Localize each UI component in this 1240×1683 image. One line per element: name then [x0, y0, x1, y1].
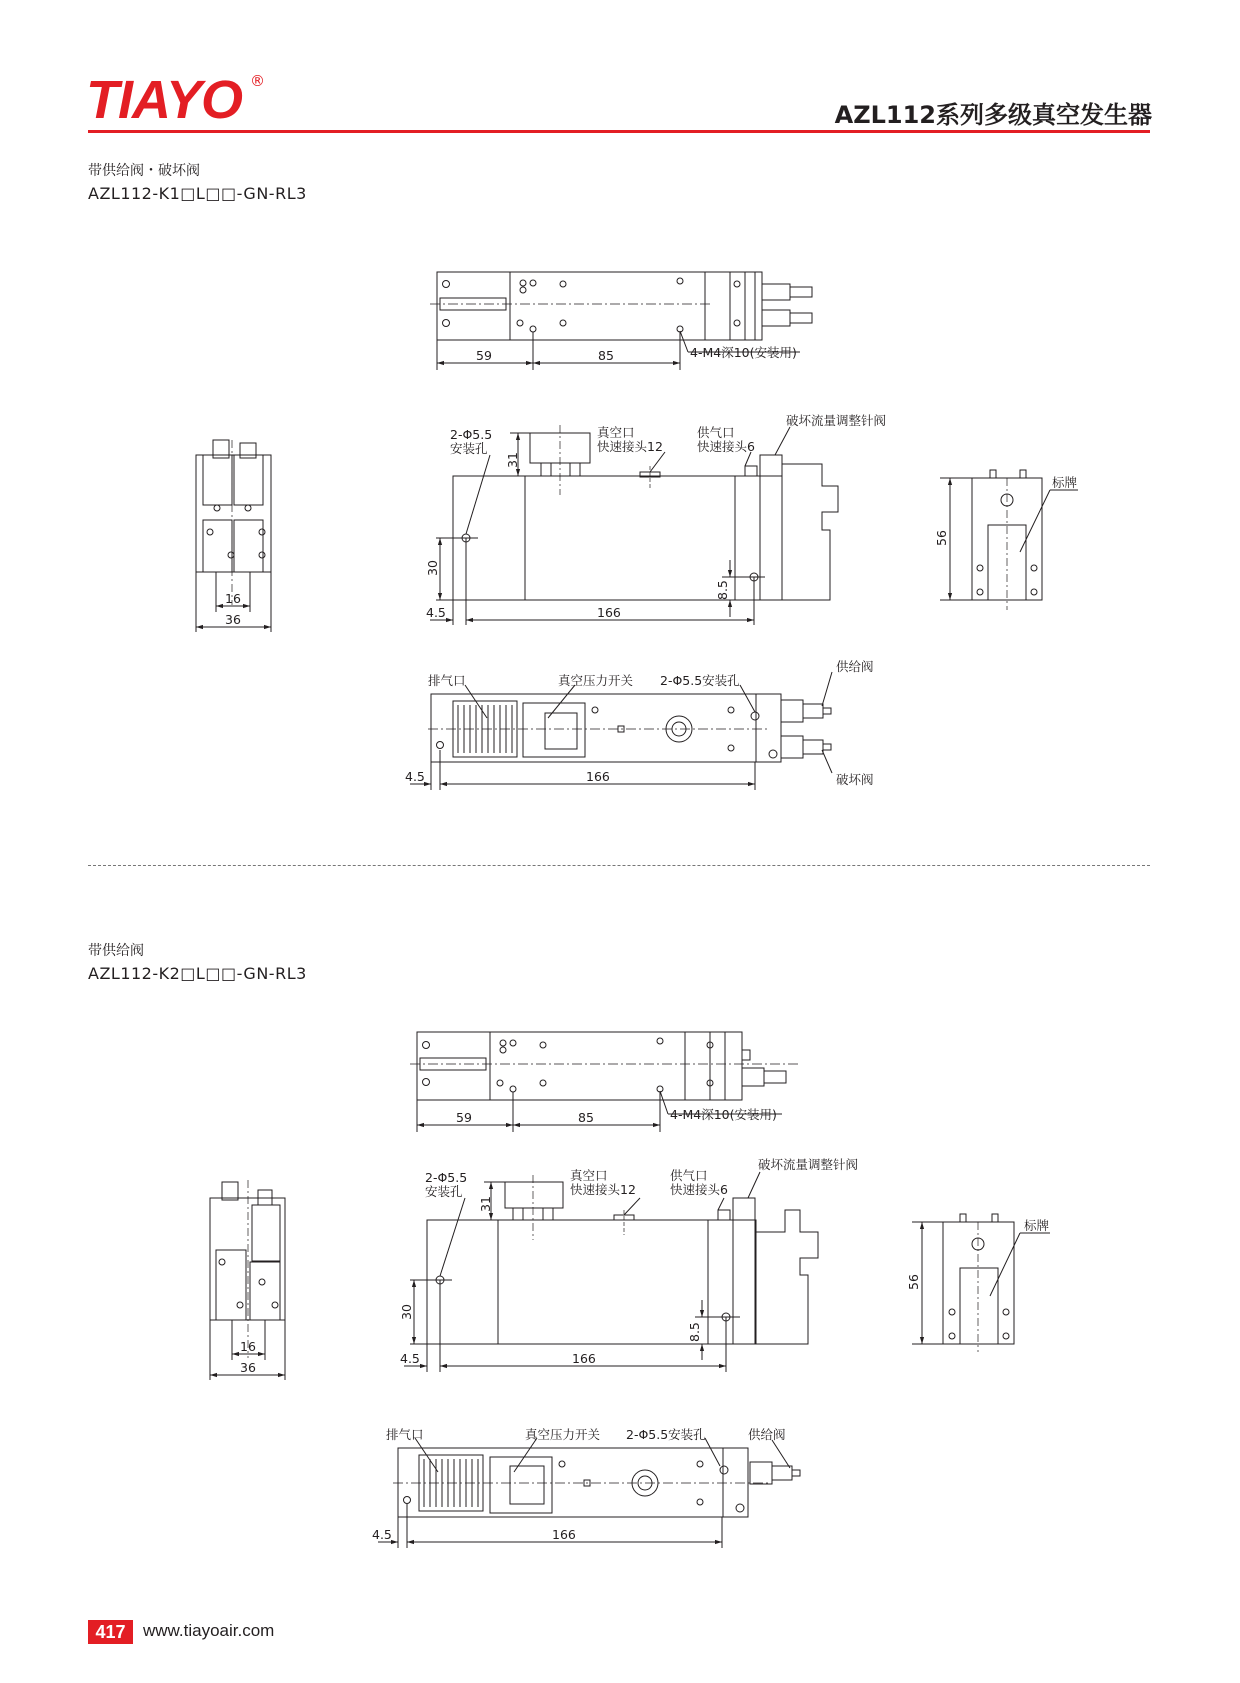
s1-front-view: [430, 425, 838, 625]
s2-dim-85: 85: [578, 1110, 594, 1125]
page-number: 417: [88, 1620, 133, 1644]
s1-exhaust: 排气口: [428, 673, 466, 688]
s2-supply-port-sub: 快速接头6: [670, 1182, 728, 1197]
s2-mount-hole-2: 2-Φ5.5安装孔: [626, 1427, 706, 1442]
s1-needle-valve: 破坏流量调整针阀: [786, 413, 887, 428]
s1-dim-85: 85: [598, 348, 614, 363]
s2-supply-port: 供气口: [670, 1168, 708, 1183]
s1-dim-36: 36: [225, 612, 241, 627]
website-url: www.tiayoair.com: [143, 1621, 275, 1640]
s1-nameplate: 标牌: [1052, 475, 1078, 490]
s2-dim-31: 31: [478, 1196, 493, 1212]
s1-supply-port: 供气口: [697, 425, 735, 440]
s1-dim-166: 166: [597, 605, 621, 620]
section-1-title: 带供给阀・破坏阀: [88, 163, 200, 179]
s1-break-valve: 破坏阀: [836, 772, 874, 787]
s1-mount-hole-2: 2-Φ5.5安装孔: [660, 673, 740, 688]
s1-vacuum-port: 真空口: [597, 425, 635, 440]
s2-dim-16: 16: [240, 1339, 256, 1354]
s2-dim-36: 36: [240, 1360, 256, 1375]
s2-bottom-view: [378, 1438, 800, 1548]
s1-right-view: [940, 470, 1078, 610]
s2-mount-hole-sub: 安装孔: [425, 1184, 463, 1199]
s1-dim-16: 16: [225, 591, 241, 606]
s2-dim-59: 59: [456, 1110, 472, 1125]
s2-dim-4-5: 4.5: [400, 1351, 420, 1366]
s2-vacuum-port: 真空口: [570, 1168, 608, 1183]
section-2-drawings: [210, 1032, 1050, 1548]
s1-dim-59: 59: [476, 348, 492, 363]
s1-vacuum-port-sub: 快速接头12: [597, 439, 663, 454]
s2-vacuum-port-sub: 快速接头12: [570, 1182, 636, 1197]
section-2-title: 带供给阀: [88, 943, 144, 959]
s2-dim-56: 56: [906, 1274, 921, 1290]
s2-exhaust: 排气口: [386, 1427, 424, 1442]
section-2-model: AZL112-K2□L□□-GN-RL3: [88, 964, 307, 983]
s1-bottom-view: [410, 672, 832, 790]
s2-dim-30: 30: [399, 1304, 414, 1320]
s2-mount-holes-top: 4-M4深10(安装用): [670, 1107, 777, 1122]
s2-right-view: [912, 1214, 1050, 1352]
s2-mount-hole: 2-Φ5.5: [425, 1170, 468, 1185]
s2-nameplate: 标牌: [1024, 1218, 1050, 1233]
s2-front-view: [404, 1172, 818, 1372]
s1-dim-8-5: 8.5: [715, 580, 730, 600]
s1-bottom-dim-166: 166: [586, 769, 610, 784]
s1-supply-port-sub: 快速接头6: [697, 439, 755, 454]
section-1-drawings: [196, 272, 1078, 790]
s2-bottom-dim-166: 166: [552, 1527, 576, 1542]
s1-dim-31: 31: [505, 452, 520, 468]
s2-needle-valve: 破坏流量调整针阀: [758, 1157, 859, 1172]
page-title: AZL112系列多级真空发生器: [834, 101, 1152, 129]
section-1-model: AZL112-K1□L□□-GN-RL3: [88, 184, 307, 203]
s1-mount-hole: 2-Φ5.5: [450, 427, 493, 442]
s2-dim-166: 166: [572, 1351, 596, 1366]
s1-mount-holes-top: 4-M4深10(安装用): [690, 345, 797, 360]
s1-supply-valve: 供给阀: [836, 659, 874, 674]
brand-logo-text: TIAYO: [86, 70, 242, 130]
s2-bottom-dim-4-5: 4.5: [372, 1527, 392, 1542]
s1-dim-4-5: 4.5: [426, 605, 446, 620]
s2-pressure-switch: 真空压力开关: [525, 1427, 601, 1442]
s1-dim-30: 30: [425, 560, 440, 576]
s2-dim-8-5: 8.5: [687, 1322, 702, 1342]
s2-supply-valve: 供给阀: [748, 1427, 786, 1442]
s1-bottom-dim-4-5: 4.5: [405, 769, 425, 784]
s1-pressure-switch: 真空压力开关: [558, 673, 634, 688]
s1-mount-hole-sub: 安装孔: [450, 441, 488, 456]
s1-dim-56: 56: [934, 530, 949, 546]
registered-mark: ®: [250, 72, 265, 90]
